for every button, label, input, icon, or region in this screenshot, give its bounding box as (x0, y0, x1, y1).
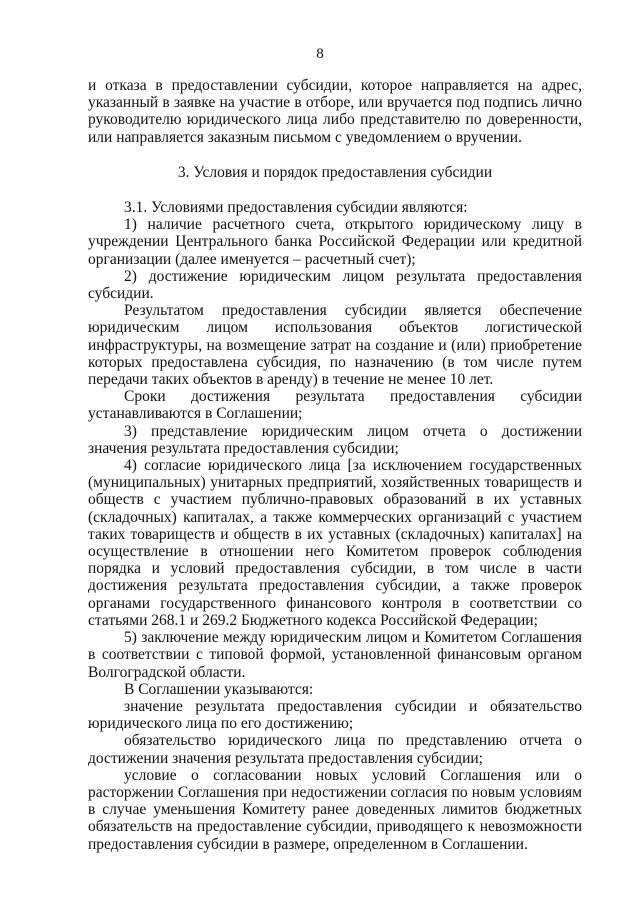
paragraph-conditions-intro: 3.1. Условиями предоставления субсидии являются: (124, 199, 468, 217)
paragraph-agreement-intro: В Соглашении указываются: (124, 680, 314, 698)
paragraph-condition-5: 5) заключение между юридическим лицом и Комитетом Соглашения в соответствии с типовой формой, установленной финансовым органом Волгоградской области. (88, 629, 582, 681)
page-number: 8 (316, 46, 324, 62)
document-body (88, 77, 582, 853)
paragraph-deadlines: Сроки достижения результата предоставления субсидии устанавливаются в Соглашении; (88, 388, 582, 423)
continuation-paragraph: и отказа в предоставлении субсидии, которое направляется на адрес, указанный в заявке на участие в отборе, или вручается под подпись лично руководителю юридического лица либо представителю по доверенности, или направляется заказным письмом с уведомлением о вручении. (88, 77, 582, 146)
paragraph-result: Результатом предоставления субсидии является обеспечение юридическим лицом использования объектов логистической инфраструктуры, на возмещение затрат на создание и (или) приобретение которых предоставлена субсидия, по назначению (в том числе путем передачи таких объектов в аренду) в течение не менее 10 лет. (88, 302, 582, 389)
paragraph-agreement-terms: условие о согласовании новых условий Соглашения или о расторжении Соглашения при недостижении согласия по новым условиям в случае уменьшения Комитету ранее доведенных лимитов бюджетных обязательств на предоставление субсидии, приводящего к невозможности предоставления субсидии в размере, определенном в Соглашении. (88, 766, 582, 853)
paragraph-condition-3: 3) представление юридическим лицом отчета о достижении значения результата предоставления субсидии; (88, 422, 582, 457)
section-heading: 3. Условия и порядок предоставления субсидии (177, 163, 493, 181)
paragraph-condition-2: 2) достижение юридическим лицом результата предоставления субсидии. (88, 267, 582, 303)
paragraph-agreement-value: значение результата предоставления субсидии и обязательство юридического лица по его достижению; (88, 697, 582, 733)
paragraph-condition-1: 1) наличие расчетного счета, открытого юридическому лицу в учреждении Центрального банка Российской Федерации или кредитной организации (далее именуется – расчетный счет); (88, 216, 582, 268)
paragraph-agreement-report: обязательство юридического лица по представлению отчета о достижении значения результата предоставления субсидии; (88, 732, 582, 767)
paragraph-condition-4: 4) согласие юридического лица [за исключением государственных (муниципальных) унитарных предприятий, хозяйственных товариществ и обществ с участием публично-правовых образований в их уставных (складочных) капиталах, а также коммерческих организаций с участием таких товариществ и обществ в их уставных (складочных) капиталах] на осуществление в отношении него Комитетом проверок соблюдения порядка и условий предоставления субсидии, в том числе в части достижения результата предоставления субсидии, а также проверок органами государственного финансового контроля в соответствии со статьями 268.1 и 269.2 Бюджетного кодекса Российской Федерации; (88, 457, 582, 629)
